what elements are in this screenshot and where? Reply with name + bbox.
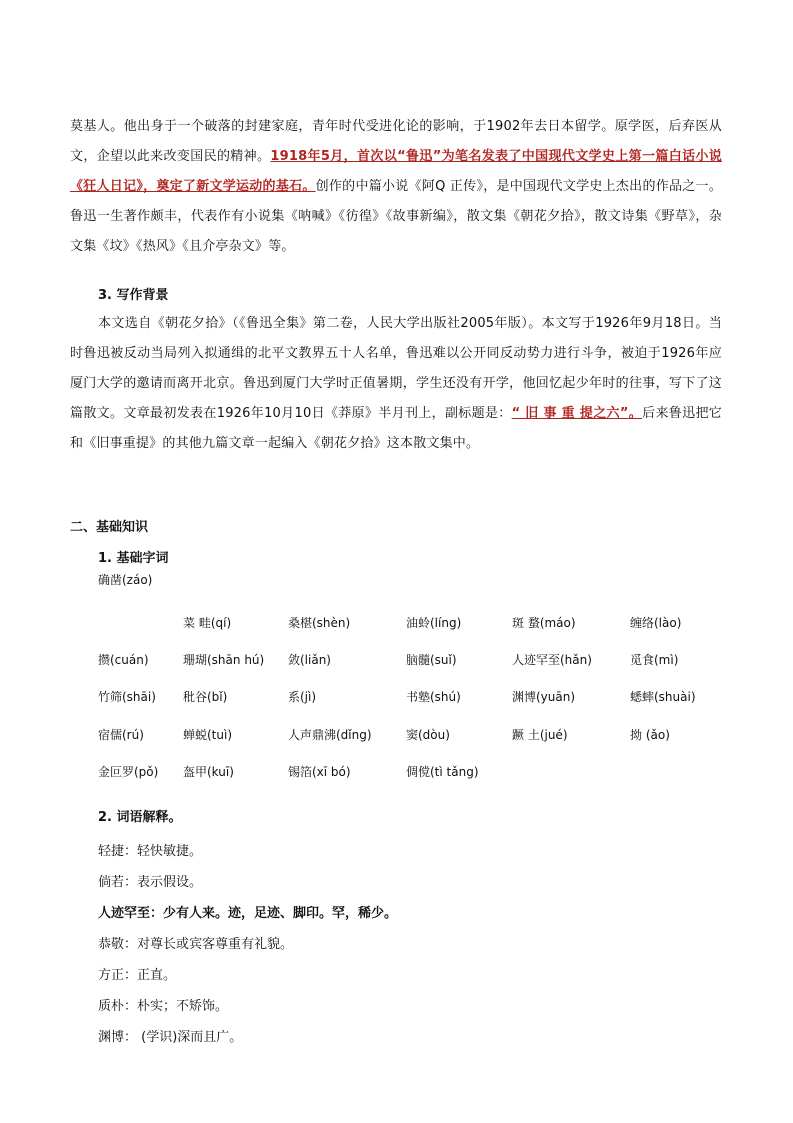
vocab-item: 渊博(yuān) — [512, 690, 576, 704]
definition-item: 倘若：表示假设。 — [98, 875, 203, 890]
vocab-item: 锡箔(xī bó) — [288, 765, 351, 779]
vocab-item: 人声鼎沸(dǐng) — [288, 728, 372, 742]
vocab-item: 桑椹(shèn) — [288, 616, 351, 630]
vocab-item: 油蛉(líng) — [406, 616, 462, 630]
author-intro-tail: 创作的中篇小说《阿Q 正传》，是中国现代文学史上杰出的作品之一。鲁迅一生著作颇丰，代表作有小说集《呐喊》《彷徨》《故事新编》，散文集《朝花夕拾》，散文诗集《野草》，杂文集《坟》《热风》《且介亭杂文》等。 — [70, 179, 723, 254]
background-paragraph — [70, 309, 722, 459]
vocab-item: 蟋蟀(shuài) — [630, 690, 696, 704]
definition-item: 恭敬：对尊长或宾客尊重有礼貌。 — [98, 937, 294, 952]
vocab-item: 秕谷(bǐ) — [183, 690, 228, 704]
vocabulary-heading: 1. 基础字词 — [98, 551, 169, 566]
background-heading: 3. 写作背景 — [98, 288, 169, 303]
vocab-item: 竹筛(shāi) — [98, 690, 156, 704]
vocab-item: 菜 畦(qí) — [183, 616, 232, 630]
vocab-item: 脑髓(suǐ) — [406, 653, 457, 667]
vocab-item: 宿儒(rú) — [98, 728, 144, 742]
background-highlight: “ 旧 事 重 提之六”。 — [511, 406, 643, 421]
author-intro-paragraph — [70, 112, 722, 262]
vocab-item: 敛(liǎn) — [288, 653, 331, 667]
vocab-item: 攒(cuán) — [98, 653, 149, 667]
definition-item: 方正：正直。 — [98, 968, 177, 983]
vocab-item: 窦(dòu) — [406, 728, 450, 742]
vocab-item: 书塾(shú) — [406, 690, 461, 704]
vocab-first-word: 确凿(záo) — [98, 573, 153, 587]
vocab-item: 缠络(lào) — [630, 616, 682, 630]
vocab-item: 觅食(mì) — [630, 653, 679, 667]
vocab-item: 蹶 土(jué) — [512, 728, 568, 742]
definition-item: 人迹罕至：少有人来。迹，足迹、脚印。罕，稀少。 — [98, 906, 398, 921]
author-intro-lead: 莫基人。他出身于一个破落的封建家庭，青年时代受进化论的影响，于1902年去日本留学。原学医，后弃医从文，企望以此来改变国民的精神。 — [70, 119, 722, 164]
vocab-item: 珊瑚(shān hú) — [183, 653, 265, 667]
background-lead: 本文选自《朝花夕拾》（《鲁迅全集》第二卷，人民大学出版社2005年版）。本文写于1926年9月18日。当时鲁迅被反动当局列入拟通缉的北平文教界五十人名单，鲁迅难以公开同反动势力进行斗争，被迫于1926年应厦门大学的邀请而离开北京。鲁迅到厦门大学时正值暑期，学生还没有开学，他回忆起少年时的往事，写下了这篇散文。文章最初发表在1926年10月10日《莽原》半月刊上，副标题是： — [70, 316, 722, 421]
vocab-item: 盔甲(kuī) — [183, 765, 234, 779]
section-two-heading: 二、基础知识 — [70, 520, 149, 535]
vocab-item: 系(jì) — [288, 690, 317, 704]
vocab-item: 人迹罕至(hǎn) — [512, 653, 592, 667]
vocab-item: 斑 蝥(máo) — [512, 616, 576, 630]
background-tail: 后来鲁迅把它和《旧事重提》的其他九篇文章一起编入《朝花夕拾》这本散文集中。 — [70, 406, 722, 451]
author-intro-highlight: 1918年5月，首次以“鲁迅”为笔名发表了中国现代文学史上第一篇白话小说《狂人日记》，奠定了新文学运动的基石。 — [70, 149, 722, 194]
definition-item: 轻捷：轻快敏捷。 — [98, 844, 203, 859]
definition-item: 质朴：朴实；不矫饰。 — [98, 999, 229, 1014]
definitions-heading: 2. 词语解释。 — [98, 810, 182, 825]
vocab-item: 蝉蜕(tuì) — [183, 728, 233, 742]
vocab-item: 拗 (ǎo) — [630, 728, 670, 742]
vocab-item: 金叵罗(pǒ) — [98, 765, 159, 779]
definition-item: 渊博： (学识)深而且广。 — [98, 1030, 243, 1045]
vocab-item: 倜傥(tì tǎng) — [406, 765, 479, 779]
